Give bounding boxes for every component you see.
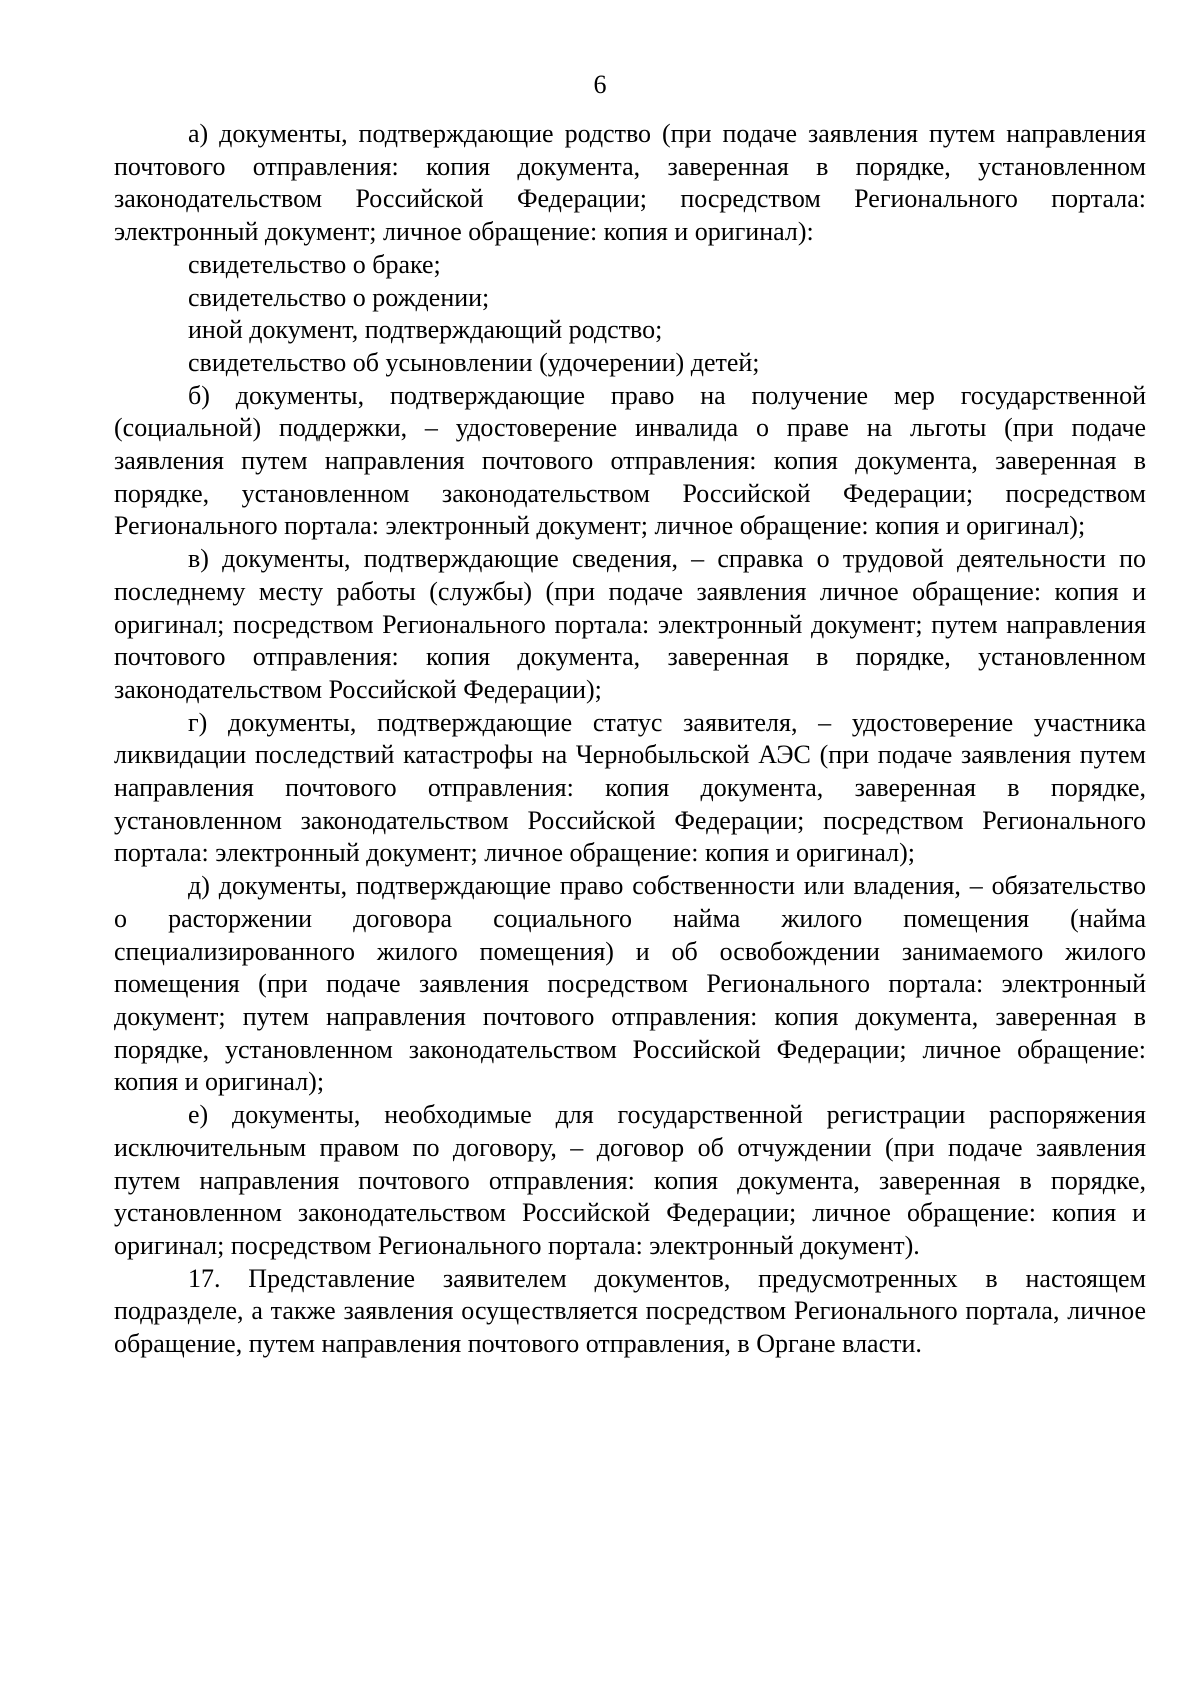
list-item-birth-certificate: свидетельство о рождении; <box>188 282 490 312</box>
paragraph-v-employment-documents: в) документы, подтверждающие сведения, – справка о трудовой деятельности по последнему месту работы (службы) (при подаче заявления личное обращение: копия и оригинал; посредством Регионального портала: электронный документ; путем направления почтового отправления: копия документа, заверенная в порядке, установленном законодательством Российской Федерации); <box>114 544 1146 704</box>
paragraph-d-ownership-documents: д) документы, подтверждающие право собственности или владения, – обязательство о расторжении договора социального найма жилого помещения (найма специализированного жилого помещения) и об освобождении занимаемого жилого помещения (при подаче заявления посредством Регионального портала: электронный документ; путем направления почтового отправления: копия документа, заверенная в порядке, установленном законодательством Российской Федерации; личное обращение: копия и оригинал); <box>114 871 1146 1097</box>
paragraph-b-support-right-documents: б) документы, подтверждающие право на получение мер государственной (социальной) поддержки, – удостоверение инвалида о праве на льготы (при подаче заявления путем направления почтового отправления: копия документа, заверенная в порядке, установленном законодательством Российской Федерации; посредством Регионального портала: электронный документ; личное обращение: копия и оригинал); <box>114 380 1146 541</box>
page-number: 6 <box>593 70 607 99</box>
list-item-marriage-certificate: свидетельство о браке; <box>188 249 441 279</box>
paragraph-17-submission: 17. Представление заявителем документов, предусмотренных в настоящем подразделе, а также заявления осуществляется посредством Регионального портала, личное обращение, путем направления почтового отправления, в Органе власти. <box>114 1263 1146 1359</box>
paragraph-e-registration-documents: е) документы, необходимые для государственной регистрации распоряжения исключительным правом по договору, – договор об отчуждении (при подаче заявления путем направления почтового отправления: копия документа, заверенная в порядке, установленном законодательством Российской Федерации; личное обращение: копия и оригинал; посредством Регионального портала: электронный документ). <box>114 1100 1146 1260</box>
list-item-other-relationship-document: иной документ, подтверждающий родство; <box>188 315 663 345</box>
paragraph-a-relationship-documents: а) документы, подтверждающие родство (при подаче заявления путем направления почтового отправления: копия документа, заверенная в порядке, установленном законодательством Российской Федерации; посредством Регионального портала: электронный документ; личное обращение: копия и оригинал): <box>114 119 1146 247</box>
document-body <box>114 118 1146 1361</box>
paragraph-g-status-documents: г) документы, подтверждающие статус заявителя, – удостоверение участника ликвидации последствий катастрофы на Чернобыльской АЭС (при подаче заявления путем направления почтового отправления: копия документа, заверенная в порядке, установленном законодательством Российской Федерации; посредством Регионального портала: электронный документ; личное обращение: копия и оригинал); <box>114 707 1146 868</box>
list-item-adoption-certificate: свидетельство об усыновлении (удочерении) детей; <box>188 347 760 377</box>
